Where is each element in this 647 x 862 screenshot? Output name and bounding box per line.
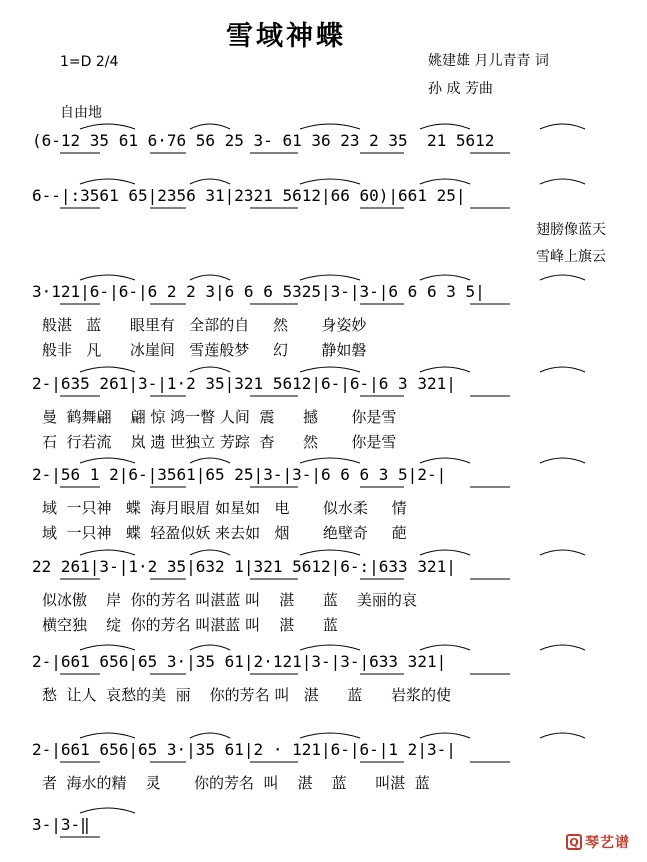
slur-mark bbox=[190, 124, 230, 129]
music-line-6: 22 261|3-|1·2 35|632 1|321 5612|6-:|633 321| bbox=[32, 557, 456, 576]
lyric-line-7-1: 愁 让人 哀愁的美 丽 你的芳名 叫 湛 蓝 岩浆的使 bbox=[42, 686, 451, 704]
slur-mark bbox=[540, 645, 585, 650]
lyric-line-5-1: 域 一只神 蝶 海月眼眉 如星如 电 似水柔 情 bbox=[42, 499, 407, 517]
slur-mark bbox=[420, 733, 470, 738]
slur-mark bbox=[420, 458, 470, 463]
slur-mark bbox=[190, 458, 230, 463]
slur-mark bbox=[300, 645, 360, 650]
lyricist-credit: 姚建雄 月儿青青 词 bbox=[428, 53, 549, 69]
slur-mark bbox=[540, 733, 585, 738]
slur-mark bbox=[190, 275, 230, 280]
music-line-1: (6-12 35 61 6·76 56 25 3- 61 36 23 2 35 21 5612 bbox=[32, 131, 495, 150]
lyric-line-6-2: 横空独 绽 你的芳名 叫湛蓝 叫 湛 蓝 bbox=[42, 616, 338, 634]
slur-mark bbox=[190, 645, 230, 650]
slur-mark bbox=[80, 645, 135, 650]
music-line-2: 6--|:3561 65|2356 31|2321 5612|66 60)|661 25| bbox=[32, 186, 466, 205]
slur-mark bbox=[300, 367, 360, 372]
slur-mark bbox=[540, 367, 585, 372]
slur-mark bbox=[80, 550, 135, 555]
lyric-line-6-1: 似冰傲 岸 你的芳名 叫湛蓝 叫 湛 蓝 美丽的哀 bbox=[42, 591, 417, 609]
tempo-marking: 自由地 bbox=[60, 105, 102, 121]
slur-mark bbox=[300, 275, 360, 280]
music-line-3: 3·121|6-|6-|6 2 2 3|6 6 6 5325|3-|3-|6 6 6 3 5| bbox=[32, 282, 485, 301]
lyric-line-5-2: 域 一只神 蝶 轻盈似妖 来去如 烟 绝壁奇 葩 bbox=[42, 524, 407, 542]
slur-mark bbox=[80, 179, 135, 184]
lyric-line-3-2: 般非 凡 冰崖间 雪莲般梦 幻 静如磐 bbox=[42, 341, 367, 359]
song-title: 雪域神蝶 bbox=[226, 21, 346, 52]
lyric-line-3-1: 般湛 蓝 眼里有 全部的自 然 身姿妙 bbox=[42, 316, 367, 334]
side-lyric-1: 翅膀像蓝天 bbox=[536, 222, 606, 238]
lyric-line-4-2: 石 行若流 岚 遗 世独立 芳踪 杳 然 你是雪 bbox=[42, 433, 397, 451]
slur-mark bbox=[80, 367, 135, 372]
slur-mark bbox=[80, 733, 135, 738]
slur-mark bbox=[190, 367, 230, 372]
slur-mark bbox=[540, 124, 585, 129]
slur-mark bbox=[80, 808, 135, 813]
music-line-5: 2-|56 1 2|6-|3561|65 25|3-|3-|6 6 6 3 5|2-| bbox=[32, 465, 447, 484]
slur-mark bbox=[300, 458, 360, 463]
music-line-9: 3-|3-‖ bbox=[32, 815, 90, 834]
composer-credit: 孙 成 芳曲 bbox=[428, 81, 493, 97]
slur-mark bbox=[300, 179, 360, 184]
lyric-line-8-1: 者 海水的精 灵 你的芳名 叫 湛 蓝 叫湛 蓝 bbox=[42, 774, 430, 792]
lyric-line-4-1: 曼 鹤舞翩 翩 惊 鸿一瞥 人间 震 撼 你是雪 bbox=[42, 408, 397, 426]
slur-mark bbox=[80, 458, 135, 463]
music-line-4: 2-|635 261|3-|1·2 35|321 5612|6-|6-|6 3 321| bbox=[32, 374, 456, 393]
slur-mark bbox=[190, 733, 230, 738]
slur-mark bbox=[190, 179, 230, 184]
slur-mark bbox=[420, 645, 470, 650]
slur-mark bbox=[80, 275, 135, 280]
slur-mark bbox=[300, 124, 360, 129]
slur-mark bbox=[540, 179, 585, 184]
slur-mark bbox=[420, 124, 470, 129]
slur-mark bbox=[190, 550, 230, 555]
side-lyric-2: 雪峰上旗云 bbox=[536, 249, 606, 265]
slur-mark bbox=[420, 275, 470, 280]
music-line-7: 2-|661 656|65 3·|35 61|2·121|3-|3-|633 321| bbox=[32, 652, 447, 671]
slur-mark bbox=[300, 550, 360, 555]
watermark-brand: 琴艺谱 bbox=[585, 835, 630, 851]
key-signature: 1=D 2/4 bbox=[60, 54, 119, 70]
slur-mark bbox=[540, 275, 585, 280]
slur-mark bbox=[420, 179, 470, 184]
slur-mark bbox=[80, 124, 135, 129]
slur-mark bbox=[540, 550, 585, 555]
slur-mark bbox=[540, 458, 585, 463]
music-line-8: 2-|661 656|65 3·|35 61|2 · 121|6-|6-|1 2|3-| bbox=[32, 740, 456, 759]
logo-icon: Q bbox=[566, 834, 582, 850]
slur-mark bbox=[300, 733, 360, 738]
watermark-logo bbox=[566, 832, 630, 852]
slur-mark bbox=[420, 367, 470, 372]
slur-mark bbox=[420, 550, 470, 555]
